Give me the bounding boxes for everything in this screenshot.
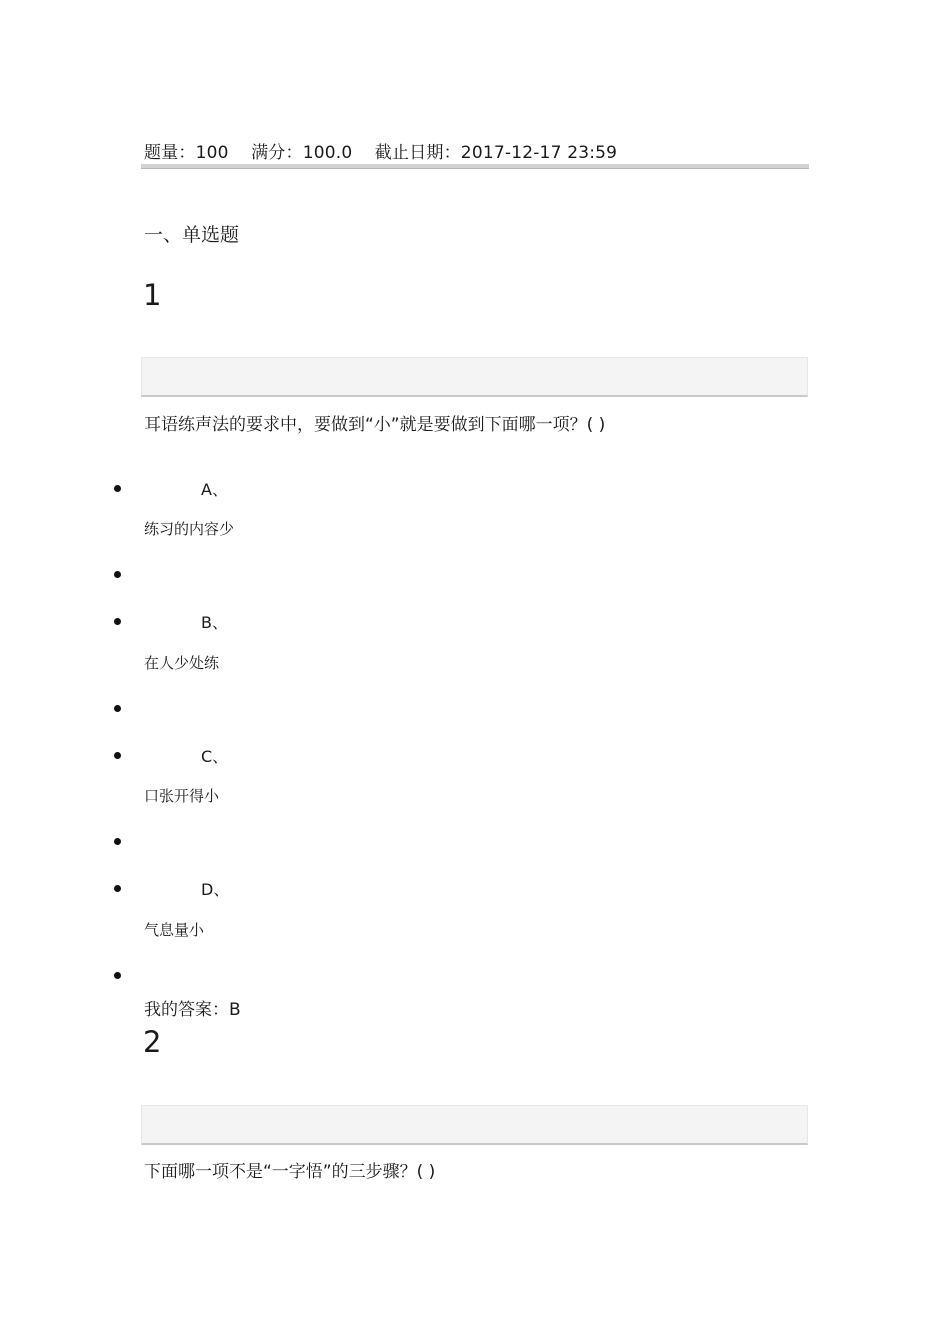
list-bullet: [114, 972, 121, 979]
option-letter-b[interactable]: B、: [201, 613, 228, 632]
score-value: 100.0: [302, 143, 353, 163]
list-bullet: [114, 705, 121, 712]
deadline-label: 截止日期：: [374, 143, 461, 163]
option-letter-c[interactable]: C、: [201, 747, 229, 766]
list-bullet: [114, 752, 121, 759]
deadline-value: 2017-12-17 23:59: [460, 143, 618, 163]
question-text: 耳语练声法的要求中，要做到“小”就是要做到下面哪一项？( ): [144, 415, 606, 435]
list-bullet: [114, 571, 121, 578]
list-bullet: [114, 838, 121, 845]
count-label: 题量：: [144, 143, 196, 163]
option-text-c[interactable]: 口张开得小: [144, 787, 220, 805]
question-header-bar: [141, 1105, 808, 1145]
question-text: 下面哪一项不是“一字悟”的三步骤？( ): [144, 1162, 436, 1182]
option-letter-d[interactable]: D、: [201, 880, 230, 899]
question-header-bar: [141, 357, 808, 397]
option-letter-a[interactable]: A、: [201, 480, 228, 499]
list-bullet: [114, 485, 121, 492]
score-label: 满分：: [251, 143, 303, 163]
option-text-a[interactable]: 练习的内容少: [144, 520, 235, 538]
quiz-meta: [144, 138, 617, 163]
option-text-d[interactable]: 气息量小: [144, 921, 205, 939]
my-answer: 我的答案：B: [144, 1000, 241, 1020]
section-title: 一、单选题: [144, 224, 240, 246]
meta-divider: [141, 164, 809, 169]
question-number: 1: [143, 278, 162, 312]
option-text-b[interactable]: 在人少处练: [144, 654, 220, 672]
list-bullet: [114, 885, 121, 892]
list-bullet: [114, 618, 121, 625]
count-value: 100: [195, 143, 229, 163]
question-number: 2: [143, 1025, 162, 1059]
